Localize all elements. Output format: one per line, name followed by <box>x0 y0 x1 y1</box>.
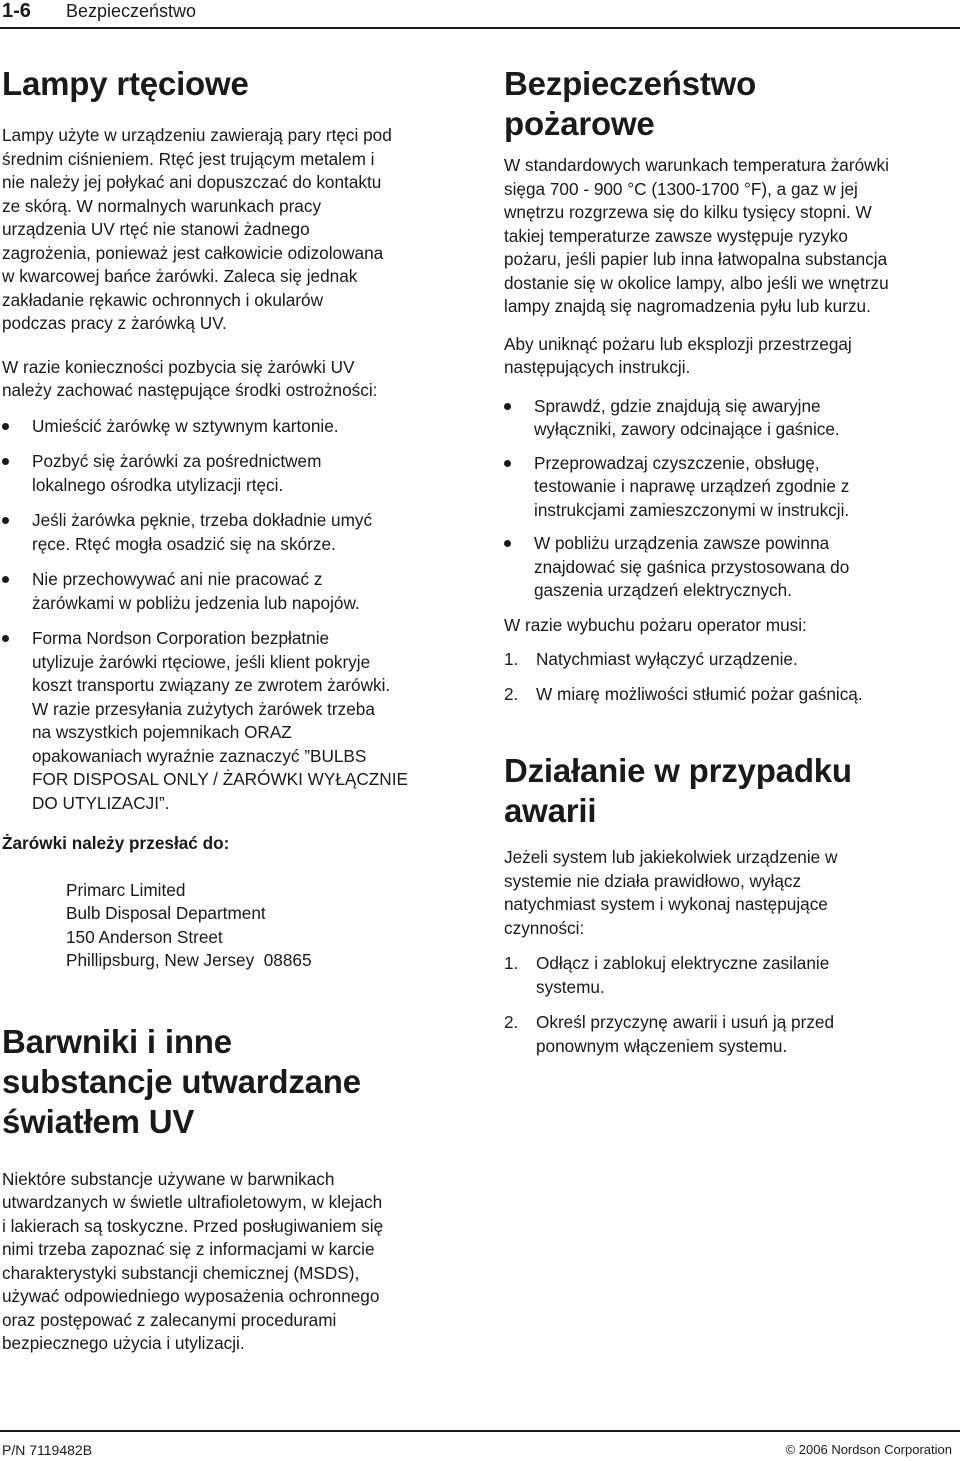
list-item <box>504 952 958 999</box>
header-title: Bezpieczeństwo <box>66 1 197 21</box>
right-column <box>504 60 958 1058</box>
list-item-text: Jeśli żarówka pęknie, trzeba dokładnie umyć ręce. Rtęć mogła osadzić się na skórze. <box>32 510 373 554</box>
step-text: W miarę możliwości stłumić pożar gaśnicą. <box>536 683 863 704</box>
list-item <box>2 509 464 556</box>
failure-steps-list <box>504 952 958 1058</box>
fire-prevention-bullet-list <box>504 395 958 603</box>
list-item-text: Pozbyć się żarówki za pośrednictwem lokalnego ośrodka utylizacji rtęci. <box>32 451 322 495</box>
disposal-address <box>66 879 464 973</box>
list-item-text: Sprawdź, gdzie znajdują się awaryjne wyłączniki, zawory odcinające i gaśnice. <box>534 395 840 439</box>
address-line: 150 Anderson Street <box>66 926 223 947</box>
disposal-intro-paragraph: W razie konieczności pozbycia się żarówki UV należy zachować następujące środki ostrożności: <box>2 356 378 400</box>
fire-operator-intro: W razie wybuchu pożaru operator musi: <box>504 614 807 635</box>
uv-substances-paragraph: Niektóre substancje używane w barwnikach utwardzanych w świetle ultrafioletowym, w klejach i lakierach są toskyczne. Przed posługiwaniem się nimi trzeba zapoznać się z informacjami w karcie charakterystyki substancji chemicznej (MSDS), używać odpowiedniego wyposażenia ochronnego oraz postępować z zalecanymi procedurami bezpiecznego użycia i utylizacji. <box>2 1168 384 1353</box>
list-item <box>504 683 958 707</box>
fire-steps-list <box>504 648 958 706</box>
fire-safety-paragraph: W standardowych warunkach temperatura żarówki sięga 700 - 900 °C (1300-1700 °F), a gaz w jej wnętrzu rozgrzewa się do kilku tysięcy stopni. W takiej temperaturze zawsze występuje ryzyko pożaru, jeśli papier lub inna łatwopalna substancja dostanie się w okolice lampy, albo jeśli we wnętrzu lampy znajdą się nagromadzenia pyłu lub kurzu. <box>504 155 889 316</box>
copyright-notice: © 2006 Nordson Corporation <box>785 1442 952 1457</box>
list-item-text: Nie przechowywać ani nie pracować z żarówkami w pobliżu jedzenia lub napojów. <box>32 569 360 613</box>
bullet-dot <box>2 576 9 583</box>
bullet-dot <box>2 517 9 524</box>
disposal-bullet-list <box>2 415 464 816</box>
step-text: Natychmiast wyłączyć urządzenie. <box>536 649 798 669</box>
step-number: 1. <box>504 649 519 669</box>
list-item <box>504 395 958 442</box>
send-to-heading: Żarówki należy przesłać do: <box>2 833 230 853</box>
mercury-lamps-paragraph: Lampy użyte w urządzeniu zawierają pary rtęci pod średnim ciśnieniem. Rtęć jest trującym metalem i nie należy jej połykać ani dopuszczać do kontaktu ze skórą. W normalnych warunkach pracy urządzenia UV rtęć nie stanowi żadnego zagrożenia, ponieważ jest całkowicie odizolowana w kwarcowej bańce żarówki. Zaleca się jednak zakładanie rękawic ochronnych i okularów podczas pracy z żarówką UV. <box>2 125 392 333</box>
section-title-failure-procedure: Działanie w przypadku awarii <box>504 752 852 829</box>
page-header <box>0 0 960 30</box>
header-rule <box>0 27 960 29</box>
step-number: 1. <box>504 953 519 973</box>
address-line: Bulb Disposal Department <box>66 903 266 923</box>
page-footer <box>0 1430 960 1461</box>
step-text: Odłącz i zablokuj elektryczne zasilanie systemu. <box>536 953 830 997</box>
left-column <box>2 60 464 1356</box>
failure-procedure-paragraph: Jeżeli system lub jakiekolwiek urządzenie w systemie nie działa prawidłowo, wyłącz natychmiast system i wykonaj następujące czynności: <box>504 847 838 938</box>
address-line: Primarc Limited <box>66 879 186 900</box>
bullet-dot <box>2 423 9 430</box>
list-item <box>2 450 464 497</box>
bullet-dot <box>2 458 9 465</box>
address-line: Phillipsburg, New Jersey 08865 <box>66 950 312 970</box>
list-item-text: Forma Nordson Corporation bezpłatnie utylizuje żarówki rtęciowe, jeśli klient pokryje koszt transportu związany ze zwrotem żarówki. W razie przesyłania zużytych żarówek trzeba na wszystkich pojemnikach ORAZ opakowaniach wyraźnie zaznaczyć ”BULBS FOR DISPOSAL ONLY / ŻARÓWKI WYŁĄCZNIE DO UTYLIZACJI”. <box>32 628 408 813</box>
bullet-dot <box>504 460 511 467</box>
bullet-dot <box>504 403 511 410</box>
list-item <box>2 568 464 615</box>
list-item-text: Umieścić żarówkę w sztywnym kartonie. <box>32 415 339 436</box>
section-title-fire-safety: Bezpieczeństwo pożarowe <box>504 65 757 142</box>
list-item <box>504 1011 958 1058</box>
list-item <box>504 452 958 523</box>
list-item-text: W pobliżu urządzenia zawsze powinna znajdować się gaśnica przystosowana do gaszenia urządzeń elektrycznych. <box>534 533 850 600</box>
list-item-text: Przeprowadzaj czyszczenie, obsługę, testowanie i naprawę urządzeń zgodnie z instrukcjami zamieszczonymi w instrukcji. <box>534 452 850 520</box>
footer-rule <box>0 1430 960 1432</box>
fire-prevention-intro: Aby uniknąć pożaru lub eksplozji przestrzegaj następujących instrukcji. <box>504 333 852 377</box>
step-text: Określ przyczynę awarii i usuń ją przed ponownym włączeniem systemu. <box>536 1012 835 1056</box>
part-number: P/N 7119482B <box>2 1442 93 1458</box>
bullet-dot <box>504 540 511 547</box>
page-number: 1-6 <box>2 0 31 22</box>
section-title-mercury-lamps: Lampy rtęciowe <box>2 65 249 102</box>
step-number: 2. <box>504 683 519 704</box>
list-item <box>504 648 958 672</box>
list-item <box>2 627 464 815</box>
step-number: 2. <box>504 1012 519 1032</box>
list-item <box>2 415 464 439</box>
bullet-dot <box>2 635 9 642</box>
section-title-uv-substances: Barwniki i inne substancje utwardzane światłem UV <box>2 1022 361 1140</box>
list-item <box>504 532 958 603</box>
